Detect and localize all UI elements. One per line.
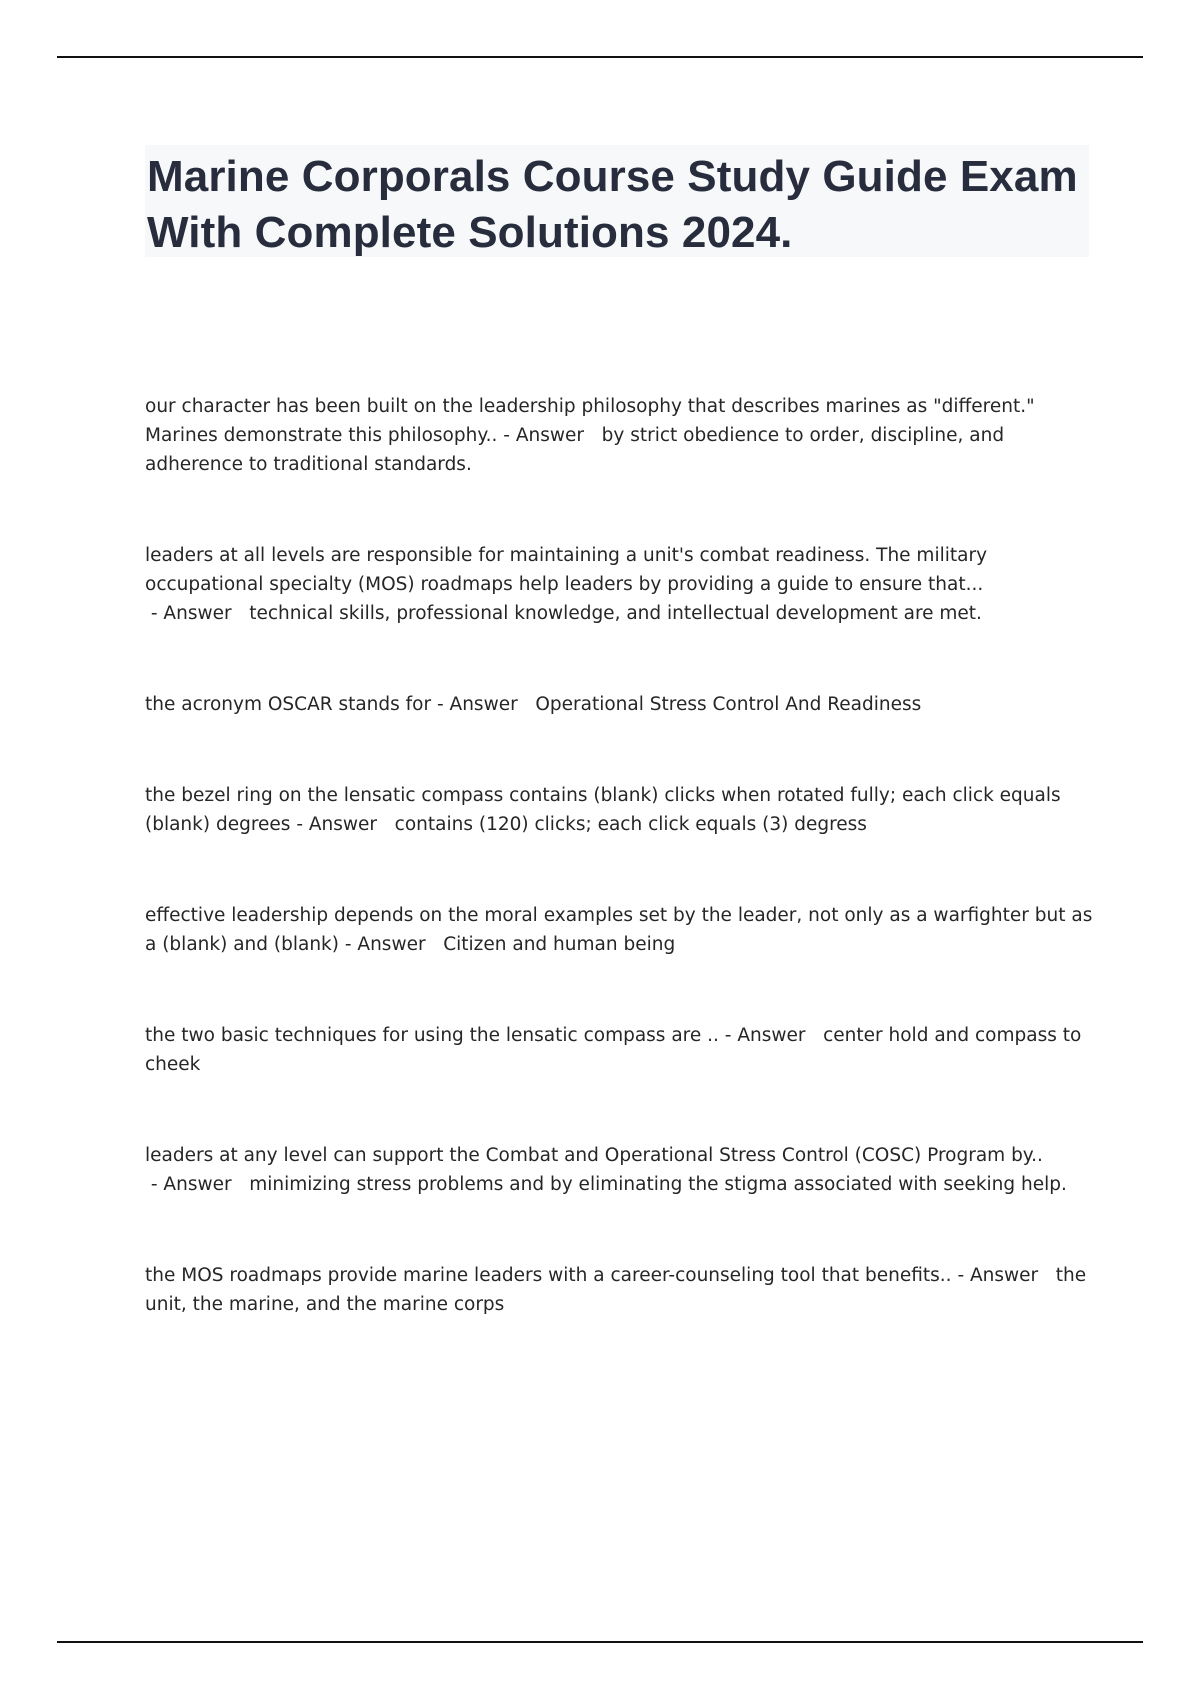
question-text: our character has been built on the leadership philosophy that describes marines as "different." Marines demonstrate this philosophy.. bbox=[145, 396, 1035, 446]
answer-text: by strict obedience to order, discipline, and adherence to traditional standards. bbox=[145, 425, 1005, 475]
qa-item bbox=[145, 901, 1095, 959]
qa-item bbox=[145, 690, 1095, 719]
bottom-rule bbox=[57, 1641, 1143, 1643]
answer-text: Operational Stress Control And Readiness bbox=[535, 694, 922, 715]
title-block bbox=[145, 145, 1089, 257]
qa-item bbox=[145, 392, 1095, 479]
question-text: leaders at any level can support the Combat and Operational Stress Control (COSC) Program by.. bbox=[145, 1145, 1043, 1166]
question-text: the acronym OSCAR stands for bbox=[145, 694, 432, 715]
qa-item bbox=[145, 781, 1095, 839]
answer-separator: - Answer bbox=[431, 694, 536, 715]
answer-text: the unit, the marine, and the marine corps bbox=[145, 1265, 1087, 1315]
question-text: effective leadership depends on the moral examples set by the leader, not only as a warfighter but as a (blank) and (blank) bbox=[145, 905, 1093, 955]
answer-separator: - Answer bbox=[145, 1174, 250, 1195]
question-text: the MOS roadmaps provide marine leaders with a career-counseling tool that benefits.. bbox=[145, 1265, 952, 1286]
document-title: Marine Corporals Course Study Guide Exam With Complete Solutions 2024. bbox=[147, 152, 1078, 257]
question-text: the bezel ring on the lensatic compass contains (blank) clicks when rotated fully; each click equals (blank) degrees bbox=[145, 785, 1061, 835]
answer-text: Citizen and human being bbox=[443, 934, 676, 955]
qa-list bbox=[145, 392, 1095, 1381]
answer-separator: - Answer bbox=[951, 1265, 1056, 1286]
answer-separator: - Answer bbox=[338, 934, 444, 955]
answer-text: center hold and compass to cheek bbox=[145, 1025, 1082, 1075]
question-text: the two basic techniques for using the lensatic compass are .. bbox=[145, 1025, 719, 1046]
top-rule bbox=[57, 56, 1143, 58]
answer-separator: - Answer bbox=[290, 814, 395, 835]
qa-item bbox=[145, 1021, 1095, 1079]
answer-separator: - Answer bbox=[145, 603, 250, 624]
answer-separator: - Answer bbox=[718, 1025, 824, 1046]
answer-separator: - Answer bbox=[497, 425, 602, 446]
answer-text: contains (120) clicks; each click equals (3) degress bbox=[394, 814, 867, 835]
qa-item bbox=[145, 1141, 1095, 1199]
qa-item bbox=[145, 1261, 1095, 1319]
question-text: leaders at all levels are responsible for maintaining a unit's combat readiness. The military occupational specialty (MOS) roadmaps help leaders by providing a guide to ensure that... bbox=[145, 545, 988, 595]
answer-text: minimizing stress problems and by eliminating the stigma associated with seeking help. bbox=[249, 1174, 1067, 1195]
answer-text: technical skills, professional knowledge, and intellectual development are met. bbox=[249, 603, 982, 624]
qa-item bbox=[145, 541, 1095, 628]
